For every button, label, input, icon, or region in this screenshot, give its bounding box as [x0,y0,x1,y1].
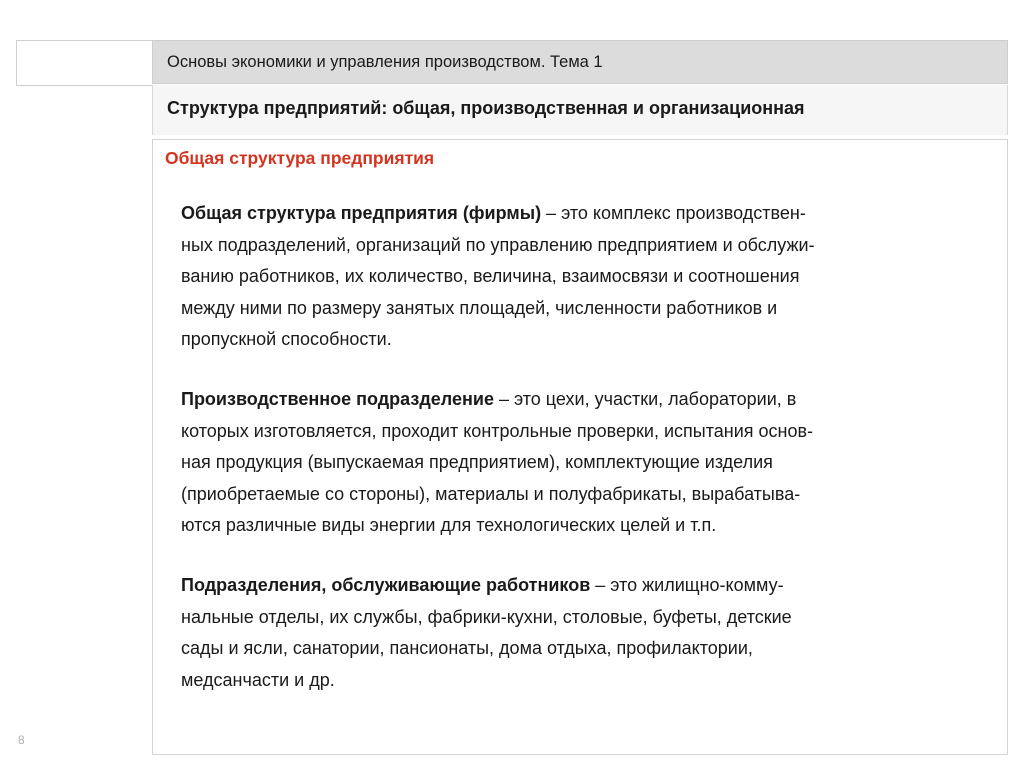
paragraph-production-unit [181,384,981,542]
slide-number: 8 [18,733,25,747]
paragraph-line: ных подразделений, организаций по управлению предприятием и обслужи- [181,234,815,255]
paragraph-general-structure [181,198,981,356]
definition-text: – это жилищно-комму- [590,575,784,595]
paragraph-line: (приобретаемые со стороны), материалы и полуфабрикаты, вырабатыва- [181,483,801,504]
paragraph-line: ванию работников, их количество, величина, взаимосвязи и соотношения [181,266,800,287]
paragraph-line: медсанчасти и др. [181,669,335,690]
definition-term: Подразделения, обслуживающие работников [181,575,591,595]
content-panel [152,139,1008,755]
paragraph-line [181,198,981,230]
definition-term: Производственное подразделение [181,389,494,409]
definition-term: Общая структура предприятия (фирмы) [181,203,542,223]
subtitle-bar [152,85,1008,135]
topic-title: Структура предприятий: общая, производственная и организационная [167,98,805,118]
paragraph-line [181,384,981,416]
paragraph-line: пропускной способности. [181,329,392,350]
paragraph-line: ная продукция (выпускаемая предприятием), комплектующие изделия [181,452,773,473]
paragraph-line: которых изготовляется, проходит контрольные проверки, испытания основ- [181,420,814,441]
course-title: Основы экономики и управления производством. Тема 1 [167,53,603,71]
definition-text: – это комплекс производствен- [541,203,806,223]
section-heading: Общая структура предприятия [165,148,435,168]
paragraph-line [181,570,981,602]
paragraph-service-units [181,570,981,696]
header-bar [152,40,1008,84]
left-blank-box [16,40,153,86]
paragraph-line: нальные отделы, их службы, фабрики-кухни, столовые, буфеты, детские [181,606,792,627]
paragraph-line: сады и ясли, санатории, пансионаты, дома отдыха, профилактории, [181,638,753,659]
paragraph-line: ются различные виды энергии для технологических целей и т.п. [181,515,717,536]
paragraph-line: между ними по размеру занятых площадей, численности работников и [181,297,778,318]
definition-text: – это цехи, участки, лаборатории, в [493,389,797,409]
